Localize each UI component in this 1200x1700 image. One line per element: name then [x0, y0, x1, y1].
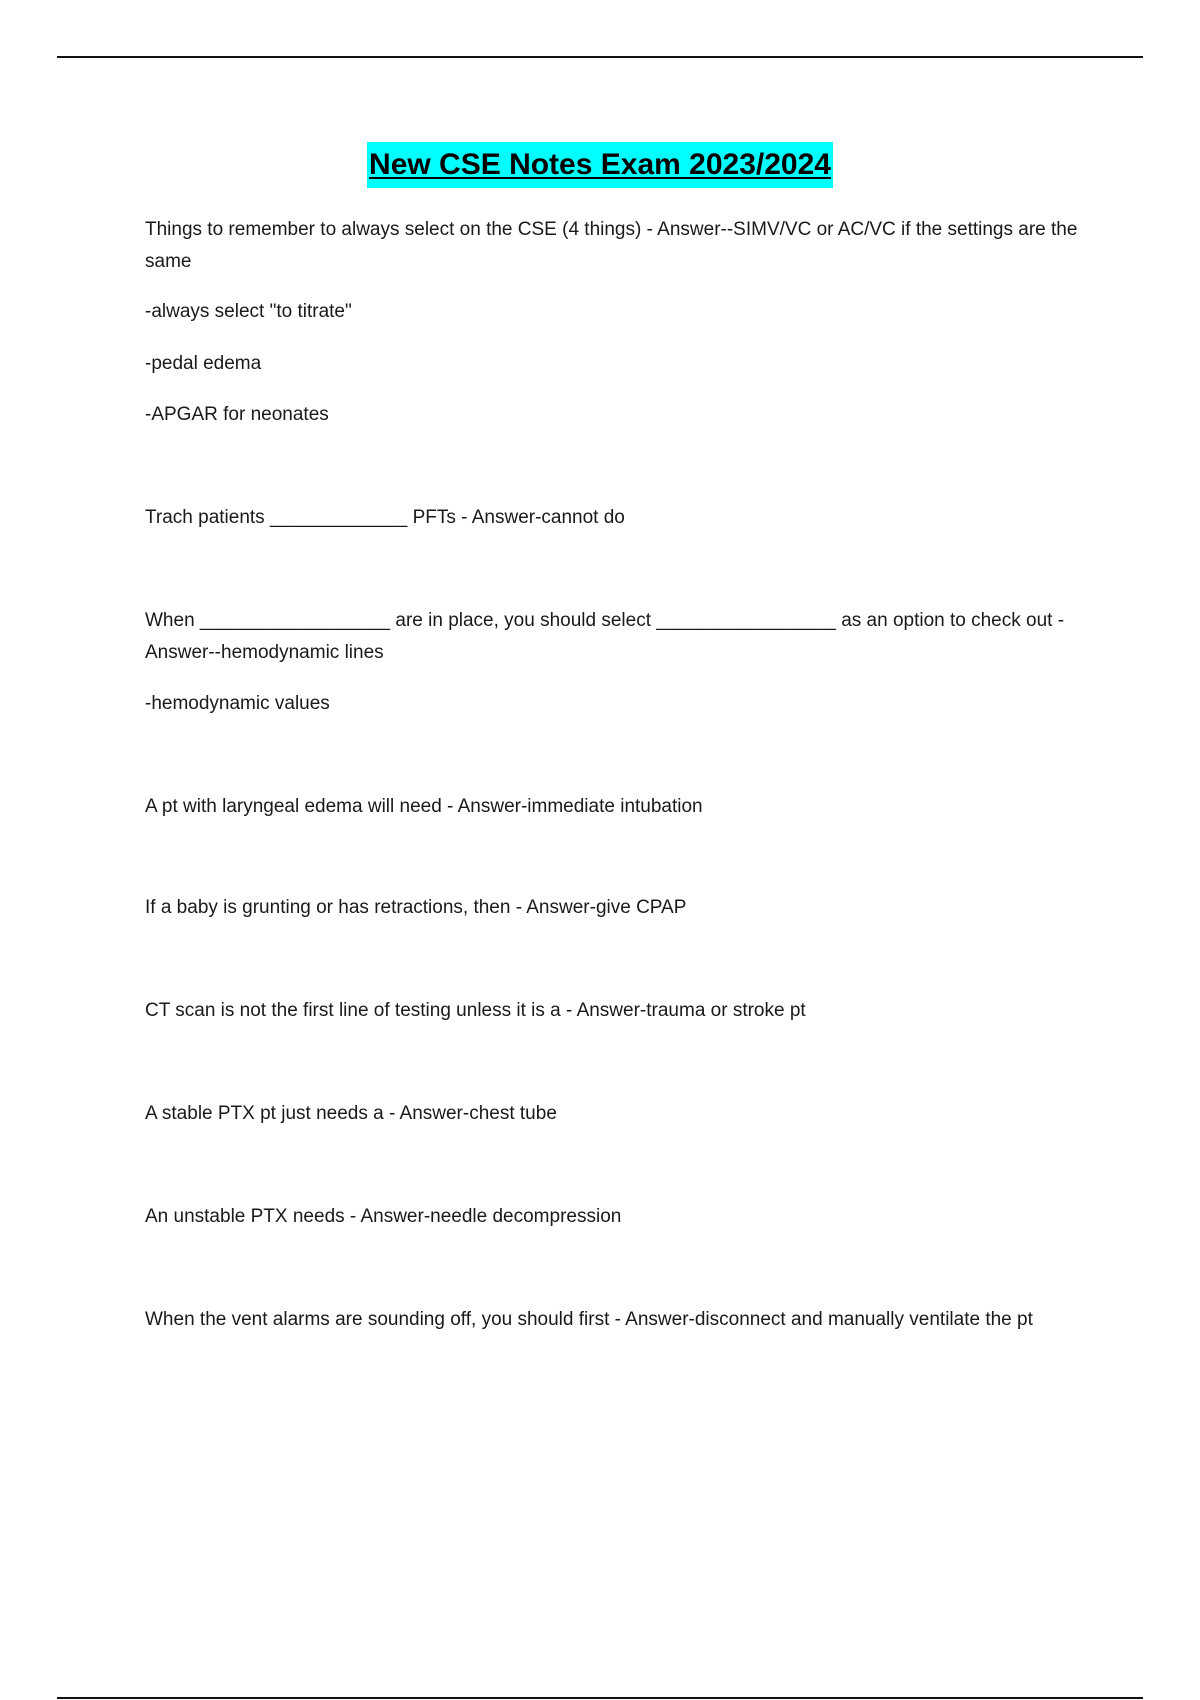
title-container: [0, 142, 1200, 188]
paragraph-ct-scan: CT scan is not the first line of testing unless it is a - Answer-trauma or stroke pt: [145, 1000, 806, 1021]
document-title: New CSE Notes Exam 2023/2024: [367, 142, 833, 188]
paragraph-hemodynamic-values: -hemodynamic values: [145, 693, 330, 714]
paragraph-stable-ptx: A stable PTX pt just needs a - Answer-chest tube: [145, 1103, 557, 1124]
paragraph-apgar: -APGAR for neonates: [145, 404, 329, 425]
paragraph-vent-alarms: When the vent alarms are sounding off, you should first - Answer-disconnect and manually ventilate the pt: [145, 1309, 1033, 1330]
paragraph-baby-grunting: If a baby is grunting or has retractions, then - Answer-give CPAP: [145, 897, 687, 918]
paragraph-trach-pfts: Trach patients _____________ PFTs - Answer-cannot do: [145, 507, 625, 528]
paragraph-laryngeal-edema: A pt with laryngeal edema will need - Answer-immediate intubation: [145, 796, 703, 817]
paragraph-hemodynamic-lines: When __________________ are in place, you should select _________________ as an option to check out - Answer--hemodynamic lines: [145, 610, 1065, 663]
paragraph-unstable-ptx: An unstable PTX needs - Answer-needle decompression: [145, 1206, 622, 1227]
paragraph-pedal-edema: -pedal edema: [145, 353, 262, 374]
paragraph-titrate: -always select "to titrate": [145, 301, 352, 322]
paragraph-cse-things: Things to remember to always select on the CSE (4 things) - Answer--SIMV/VC or AC/VC if the settings are the same: [145, 219, 1078, 272]
bottom-divider: [57, 1697, 1143, 1699]
top-divider: [57, 56, 1143, 58]
